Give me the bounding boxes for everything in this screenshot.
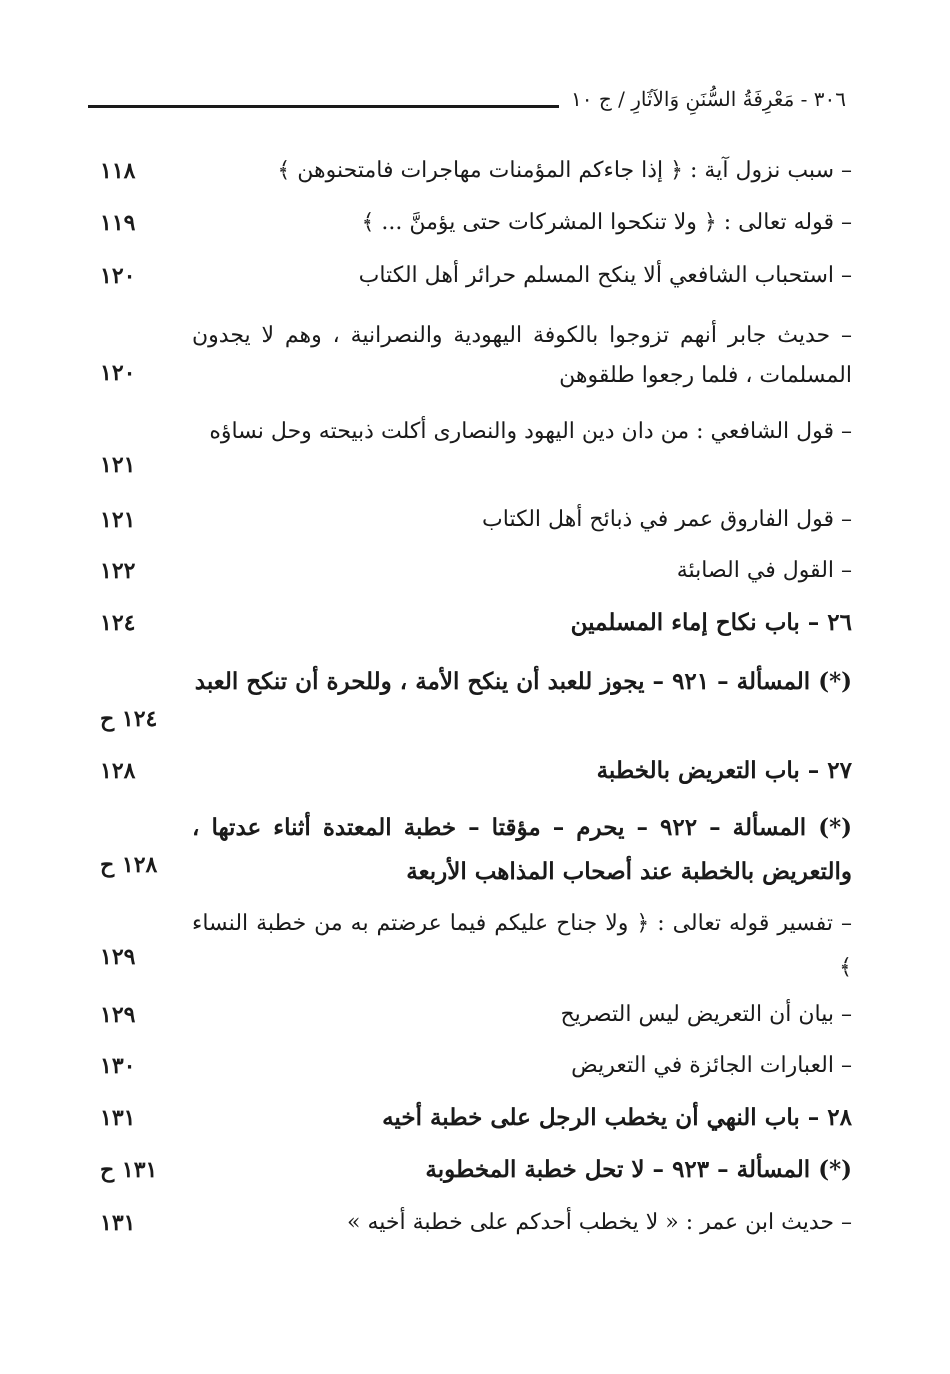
entry-page-number: ١٢٨ ح: [100, 852, 158, 878]
header-rule: [88, 105, 559, 108]
entry-page-number: ١٢١: [100, 507, 136, 533]
entry-text: – حديث جابر أنهم تزوجوا بالكوفة اليهودية والنصرانية ، وهم لا يجدون المسلمات ، فلما رجعوا طلقوهن: [192, 323, 852, 388]
entry-page-number: ١٢٩: [100, 944, 136, 970]
entry-page-number: ١٢٨: [100, 758, 136, 784]
running-header: [88, 84, 846, 114]
entry-text: – بيان أن التعريض ليس التصريح: [560, 1002, 852, 1027]
entry-page-number: ١٢٠: [100, 360, 136, 386]
entry-text: – استحباب الشافعي ألا ينكح المسلم حرائر أهل الكتاب: [358, 263, 852, 288]
entry-text: – سبب نزول آية : ﴿ إذا جاءكم المؤمنات مهاجرات فامتحنوهن ﴾: [277, 158, 852, 183]
entry-page-number: ١٢٩: [100, 1002, 136, 1028]
entry-text: – حديث ابن عمر : « لا يخطب أحدكم على خطبة أخيه »: [347, 1210, 852, 1235]
entry-text: – قوله تعالى : ﴿ ولا تنكحوا المشركات حتى يؤمنَّ ... ﴾: [361, 210, 852, 235]
header-title: ٣٠٦ - مَعْرِفَةُ السُّنَنِ وَالآثَارِ / ج ١٠: [571, 87, 846, 111]
entry-page-number: ١٢٠: [100, 263, 136, 289]
entry-text: (*) المسألة – ٩٢١ – يجوز للعبد أن ينكح الأمة ، وللحرة أن تنكح العبد: [194, 668, 852, 695]
entry-text: – قول الفاروق عمر في ذبائح أهل الكتاب: [482, 507, 852, 532]
entry-text: (*) المسألة – ٩٢٢ – يحرم – مؤقتا – خطبة المعتدة أثناء عدتها ، والتعريض بالخطبة عند أصحاب المذاهب الأربعة: [192, 814, 852, 885]
entry-text: – قول الشافعي : من دان دين اليهود والنصارى أكلت ذبيحته وحل نساؤه: [209, 419, 852, 444]
entry-page-number: ١٣١: [100, 1105, 136, 1131]
entry-text: – القول في الصابئة: [676, 558, 852, 583]
entry-page-number: ١١٩: [100, 210, 136, 236]
entry-text: – العبارات الجائزة في التعريض: [571, 1053, 852, 1078]
entry-page-number: ١٢٢: [100, 558, 136, 584]
entry-page-number: ١٣١ ح: [100, 1157, 158, 1183]
entry-text: (*) المسألة – ٩٢٣ – لا تحل خطبة المخطوبة: [425, 1156, 852, 1183]
entry-text: ٢٨ – باب النهي أن يخطب الرجل على خطبة أخيه: [382, 1104, 852, 1131]
entry-text: ٢٧ – باب التعريض بالخطبة: [596, 757, 852, 784]
entry-page-number: ١٣١: [100, 1210, 136, 1236]
entry-page-number: ١١٨: [100, 158, 136, 184]
entry-page-number: ١٣٠: [100, 1053, 136, 1079]
entry-text: ٢٦ – باب نكاح إماء المسلمين: [570, 609, 852, 636]
entry-text: – تفسير قوله تعالى : ﴿ ولا جناح عليكم فيما عرضتم به من خطبة النساء ﴾: [192, 911, 852, 980]
entry-page-number: ١٢٤: [100, 610, 136, 636]
entry-page-number: ١٢٤ ح: [100, 706, 158, 732]
entry-page-number: ١٢١: [100, 452, 136, 478]
